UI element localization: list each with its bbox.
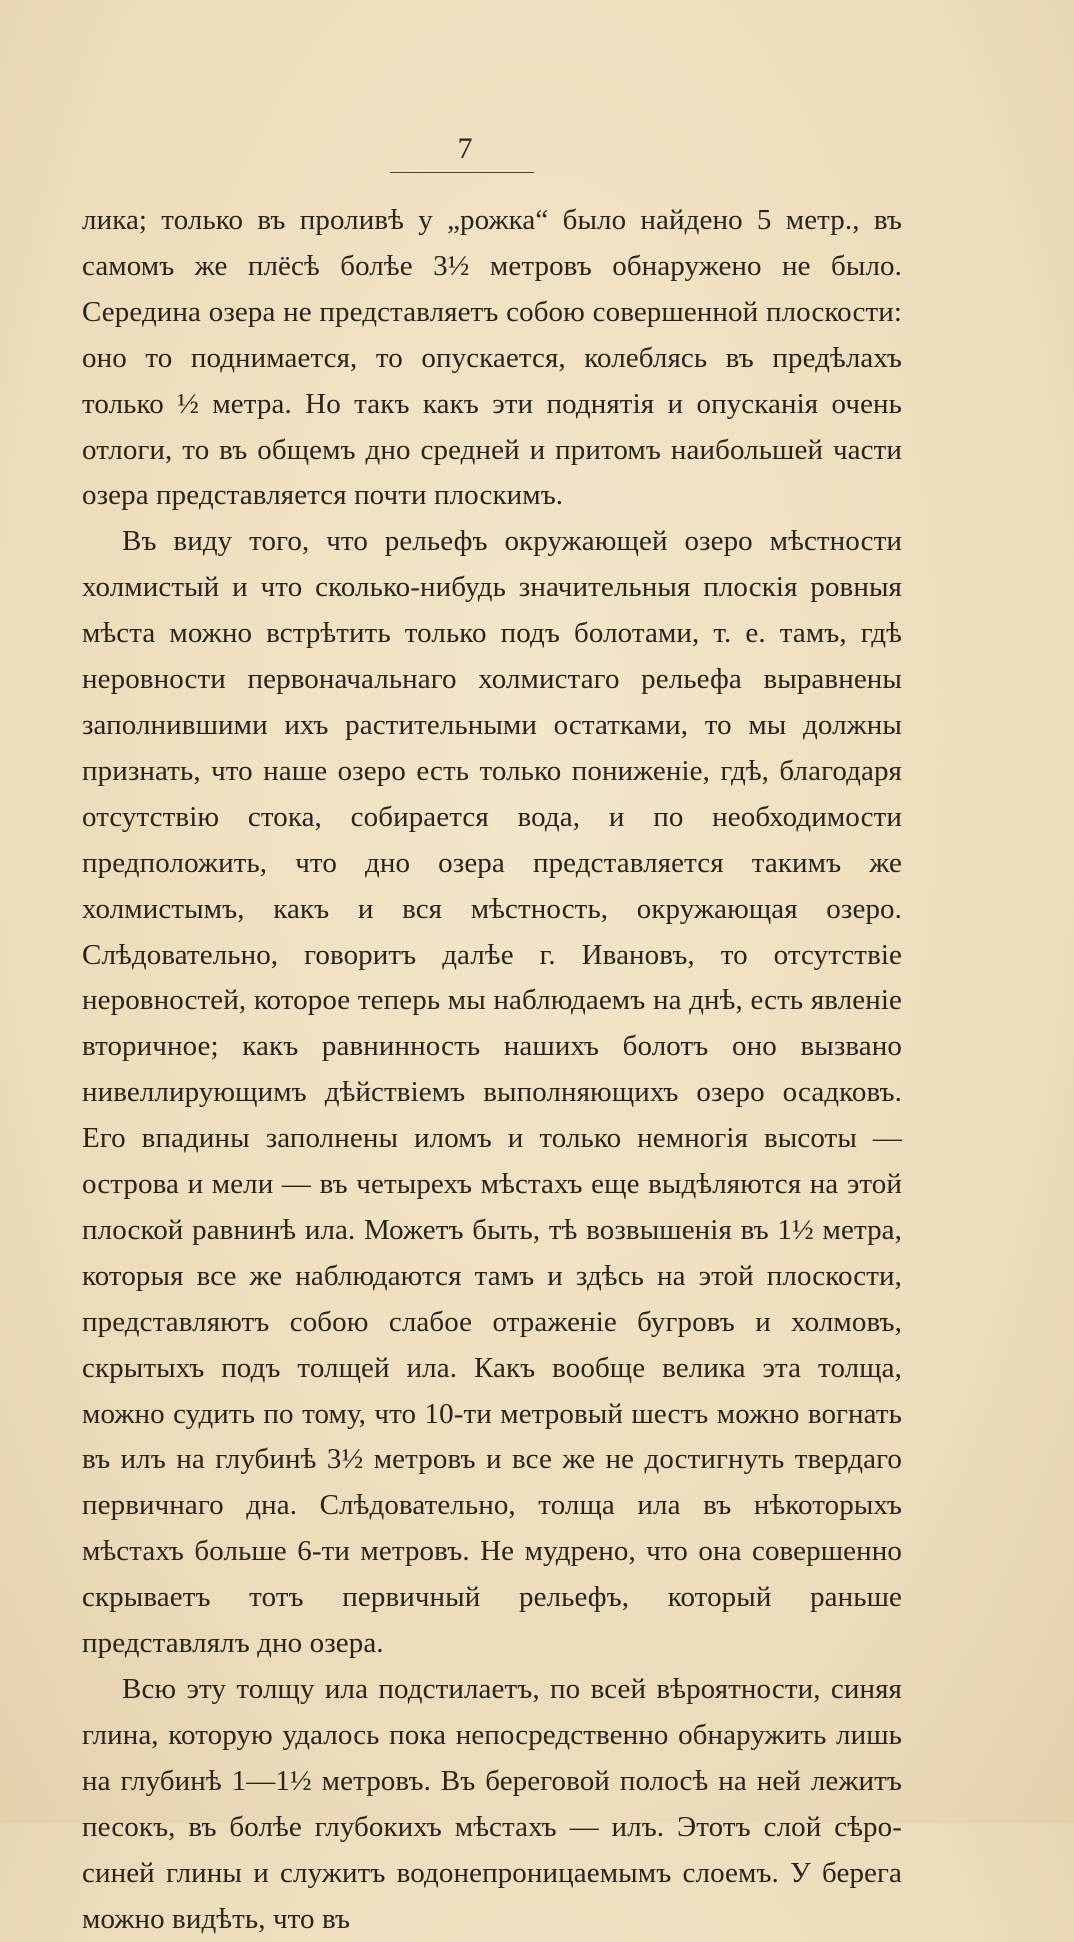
- page-number: 7: [457, 132, 473, 165]
- paragraph-1: лика; только въ проливѣ у „рожка“ было найдено 5 метр., въ самомъ же плёсѣ болѣе 3½ метровъ обнаружено не было. Середина озера не представляетъ собою совершенной плоскости: оно то поднимается, то опускается, колеблясь въ предѣлахъ только ½ метра. Но такъ какъ эти поднятія и опусканія очень отлоги, то въ общемъ дно средней и притомъ наибольшей части озера представляется почти плоскимъ.: [82, 204, 902, 512]
- paragraph-3: Всю эту толщу ила подстилаетъ, по всей вѣроятности, синяя глина, которую удалось пока непосредственно обнаружить лишь на глубинѣ 1—1½ метровъ. Въ береговой полосѣ на ней лежитъ песокъ, въ болѣе глубокихъ мѣстахъ — илъ. Этотъ слой сѣро-синей глины и служитъ водонепроницаемымъ слоемъ. У берега можно видѣть, что въ: [82, 1673, 902, 1935]
- paragraph-2: Въ виду того, что рельефъ окружающей озеро мѣстности холмистый и что сколько-нибудь значительныя плоскія ровныя мѣста можно встрѣтить только подъ болотами, т. е. тамъ, гдѣ неровности первоначальнаго холмистаго рельефа выравнены заполнившими ихъ растительными остатками, то мы должны признать, что наше озеро есть только пониженіе, гдѣ, благодаря отсутствію стока, собирается вода, и по необходимости предположить, что дно озера представляется такимъ же холмистымъ, какъ и вся мѣстность, окружающая озеро. Слѣдовательно, говоритъ далѣе г. Ивановъ, то отсутствіе неровностей, которое теперь мы наблюдаемъ на днѣ, есть явленіе вторичное; какъ равнинность нашихъ болотъ оно вызвано нивеллирующимъ дѣйствіемъ выполняющихъ озеро осадковъ. Его впадины заполнены иломъ и только немногія высоты — острова и мели — въ четырехъ мѣстахъ еще выдѣляются на этой плоской равнинѣ ила. Можетъ быть, тѣ возвышенія въ 1½ метра, которыя все же наблюдаются тамъ и здѣсь на этой плоскости, представляютъ собою слабое отраженіе бугровъ и холмовъ, скрытыхъ подъ толщей ила. Какъ вообще велика эта толща, можно судить по тому, что 10-ти метровый шестъ можно вогнать въ илъ на глубинѣ 3½ метровъ и все же не достигнуть твердаго первичнаго дна. Слѣдовательно, толща ила въ нѣкоторыхъ мѣстахъ больше 6-ти метровъ. Не мудрено, что она совершенно скрываетъ тотъ первичный рельефъ, который раньше представлялъ дно озера.: [82, 525, 902, 1660]
- body-text: [82, 198, 902, 1942]
- page-number-rule: [390, 172, 534, 173]
